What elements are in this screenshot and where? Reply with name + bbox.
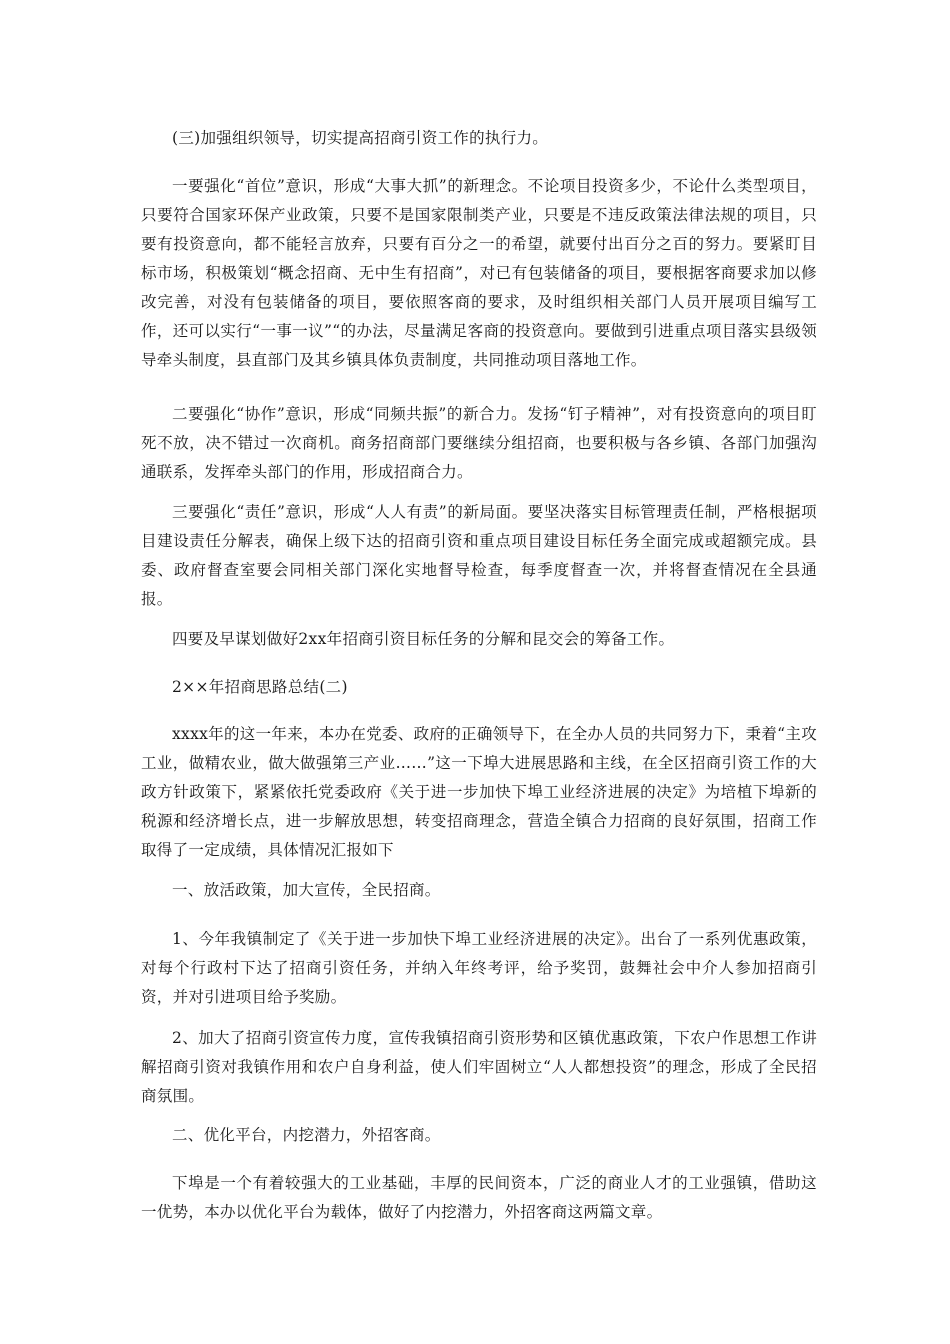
section-heading-policy: 一、放活政策，加大宣传，全民招商。 xyxy=(172,881,441,899)
section-heading-platform: 二、优化平台，内挖潜力，外招客商。 xyxy=(172,1126,441,1144)
paragraph-collaboration: 二要强化“协作”意识，形成“同频共振”的新合力。发扬“钉子精神”，对有投资意向的项目盯死不放，决不错过一次商机。商务招商部门要继续分组招商，也要积极与各乡镇、各部门加强沟通联系，发挥牵头部门的作用，形成招商合力。 xyxy=(141,405,817,481)
paragraph-annual-review: xxxx年的这一年来，本办在党委、政府的正确领导下，在全办人员的共同努力下，秉着“主攻工业，做精农业，做大做强第三产业……”这一下埠大进展思路和主线，在全区招商引资工作的大政方针政策下，紧紧依托党委政府《关于进一步加快下埠工业经济进展的决定》为培植下埠新的税源和经济增长点，进一步解放思想，转变招商理念，营造全镇合力招商的良好氛围，招商工作取得了一定成绩，具体情况汇报如下 xyxy=(141,725,817,859)
paragraph-planning: 四要及早谋划做好2xx年招商引资目标任务的分解和昆交会的筹备工作。 xyxy=(172,630,675,648)
paragraph-responsibility: 三要强化“责任”意识，形成“人人有责”的新局面。要坚决落实目标管理责任制，严格根据项目建设责任分解表，确保上级下达的招商引资和重点项目建设目标任务全面完成或超额完成。县委、政府督查室要会同相关部门深化实地督导检查，每季度督查一次，并将督查情况在全县通报。 xyxy=(141,503,817,608)
section-title-summary-two: 2××年招商思路总结(二) xyxy=(172,678,348,696)
paragraph-item-one: 1、今年我镇制定了《关于进一步加快下埠工业经济进展的决定》。出台了一系列优惠政策，对每个行政村下达了招商引资任务，并纳入年终考评，给予奖罚，鼓舞社会中介人参加招商引资，并对引进项目给予奖励。 xyxy=(141,930,817,1006)
paragraph-xiabu-advantage: 下埠是一个有着较强大的工业基础，丰厚的民间资本，广泛的商业人才的工业强镇，借助这一优势，本办以优化平台为载体，做好了内挖潜力，外招客商这两篇文章。 xyxy=(141,1174,817,1221)
section-heading-leadership: (三)加强组织领导，切实提高招商引资工作的执行力。 xyxy=(172,129,549,147)
paragraph-item-two: 2、加大了招商引资宣传力度，宣传我镇招商引资形势和区镇优惠政策，下农户作思想工作讲解招商引资对我镇作用和农户自身利益，使人们牢固树立“人人都想投资”的理念，形成了全民招商氛围。 xyxy=(141,1029,817,1105)
paragraph-first-priority: 一要强化“首位”意识，形成“大事大抓”的新理念。不论项目投资多少，不论什么类型项目，只要符合国家环保产业政策，只要不是国家限制类产业，只要是不违反政策法律法规的项目，只要有投资意向，都不能轻言放弃，只要有百分之一的希望，就要付出百分之百的努力。要紧盯目标市场，积极策划“概念招商、无中生有招商”，对已有包装储备的项目，要根据客商要求加以修改完善，对没有包装储备的项目，要依照客商的要求，及时组织相关部门人员开展项目编写工作，还可以实行“一事一议”“的办法，尽量满足客商的投资意向。要做到引进重点项目落实县级领导牵头制度，县直部门及其乡镇具体负责制度，共同推动项目落地工作。 xyxy=(141,177,817,369)
